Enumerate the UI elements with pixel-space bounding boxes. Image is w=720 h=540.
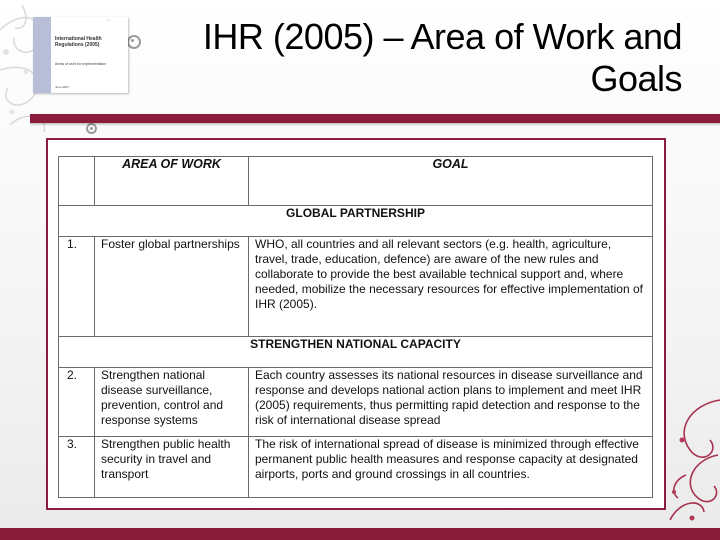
row-area-of-work: Foster global partnerships xyxy=(95,237,249,337)
small-circle-ornament xyxy=(127,35,141,49)
thumbnail-date: June 2007 xyxy=(55,85,70,89)
row-area-of-work: Strengthen national disease surveillance, prevention, control and response systems xyxy=(95,368,249,437)
title-underline-shadow xyxy=(30,123,720,126)
table-frame xyxy=(46,138,666,510)
document-cover-thumbnail xyxy=(33,17,128,93)
table-row xyxy=(59,368,653,437)
section-title: GLOBAL PARTNERSHIP xyxy=(59,206,653,237)
title-underline-bar xyxy=(30,114,720,123)
table-header-row xyxy=(59,157,653,206)
section-row xyxy=(59,337,653,368)
row-number: 2. xyxy=(59,368,95,437)
table-row xyxy=(59,437,653,498)
area-of-work-table xyxy=(58,156,653,498)
row-goal: WHO, all countries and all relevant sectors (e.g. health, agriculture, travel, trade, education, defence) are aware of the new rules and collaborate to provide the best available technical support and, where needed, mobilize the necessary resources for effective implementation of IHR (2005). xyxy=(249,237,653,337)
row-goal: The risk of international spread of disease is minimized through effective permanent public health measures and response capacity at designated airports, ports and ground crossings in all countries. xyxy=(249,437,653,498)
slide-title: IHR (2005) – Area of Work and Goals xyxy=(202,16,682,99)
bottom-accent-bar xyxy=(0,528,720,540)
thumbnail-side-bar xyxy=(33,17,51,93)
table-row xyxy=(59,237,653,337)
thumbnail-title: International Health Regulations (2005) xyxy=(55,36,102,48)
header-number-cell xyxy=(59,157,95,206)
thumbnail-logo: ▫▫▫ xyxy=(107,18,111,22)
row-area-of-work: Strengthen public health security in travel and transport xyxy=(95,437,249,498)
row-number: 3. xyxy=(59,437,95,498)
row-goal: Each country assesses its national resources in disease surveillance and response and develops national action plans to implement and meet IHR (2005) requirements, thus permitting rapid detection and response to the risk of international disease spread xyxy=(249,368,653,437)
thumbnail-subtitle: Areas of work for implementation xyxy=(55,62,107,66)
header-goal: GOAL xyxy=(249,157,653,206)
section-row xyxy=(59,206,653,237)
section-title: STRENGTHEN NATIONAL CAPACITY xyxy=(59,337,653,368)
header-area-of-work: AREA OF WORK xyxy=(95,157,249,206)
row-number: 1. xyxy=(59,237,95,337)
